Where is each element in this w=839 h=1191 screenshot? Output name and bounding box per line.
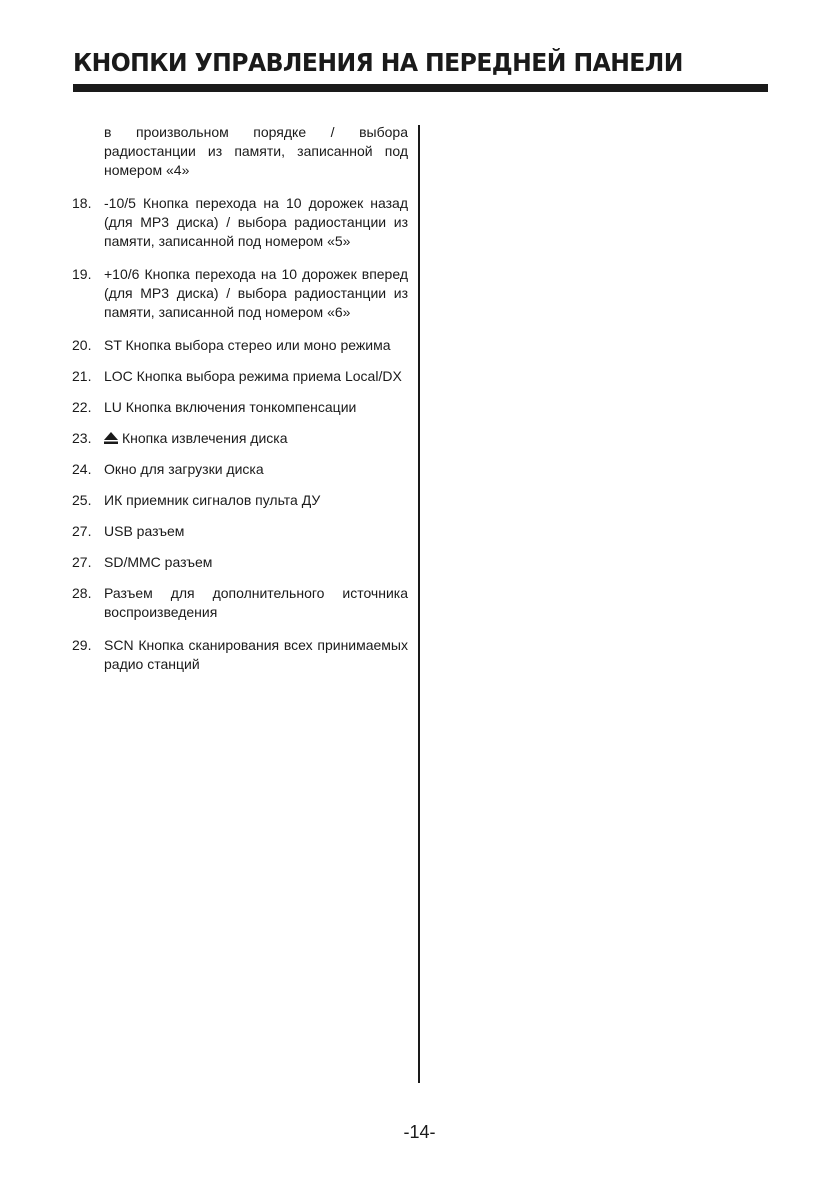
item-number: 27.	[72, 554, 92, 570]
item-text: SD/MMC разъем	[104, 554, 213, 570]
item-text: Кнопка извлечения диска	[122, 430, 288, 446]
item-text: ИК приемник сигналов пульта ДУ	[104, 492, 321, 508]
list-item	[72, 194, 408, 251]
item-number: 21.	[72, 368, 92, 384]
item-number: 28.	[72, 585, 92, 601]
item-number: 20.	[72, 337, 92, 353]
item-number: 22.	[72, 399, 92, 415]
item-number: 24.	[72, 461, 92, 477]
list-item	[72, 123, 408, 180]
eject-icon	[104, 432, 118, 444]
list-item	[72, 491, 408, 510]
item-text: в произвольном порядке / выбора радиостанции из памяти, записанной под номером «4»	[104, 124, 408, 178]
list-item	[72, 367, 408, 386]
item-number	[72, 123, 104, 180]
list-item	[72, 553, 408, 572]
item-number: 25.	[72, 492, 92, 508]
item-text: USB разъем	[104, 523, 185, 539]
list-item	[72, 398, 408, 417]
item-text: SCN Кнопка сканирования всех принимаемых радио станций	[104, 637, 408, 672]
item-number: 29.	[72, 637, 92, 653]
list-item	[72, 265, 408, 322]
page-number: -14-	[403, 1122, 436, 1142]
item-number: 19.	[72, 266, 92, 282]
controls-list	[72, 123, 408, 688]
item-text: LU Кнопка включения тонкомпенсации	[104, 399, 357, 415]
page-title: КНОПКИ УПРАВЛЕНИЯ НА ПЕРЕДНЕЙ ПАНЕЛИ	[73, 48, 683, 77]
item-number: 27.	[72, 523, 92, 539]
title-rule	[73, 84, 768, 92]
column-divider	[418, 125, 420, 1083]
item-number: 18.	[72, 195, 92, 211]
list-item	[72, 336, 408, 355]
list-item	[72, 522, 408, 541]
item-text: Разъем для дополнительного источника воспроизведения	[104, 585, 408, 620]
item-text: Окно для загрузки диска	[104, 461, 264, 477]
item-number: 23.	[72, 430, 92, 446]
item-text: -10/5 Кнопка перехода на 10 дорожек назад (для MP3 диска) / выбора радиостанции из памяти, записанной под номером «5»	[104, 195, 408, 249]
list-item	[72, 636, 408, 674]
list-item	[72, 429, 408, 448]
list-item	[72, 584, 408, 622]
list-item	[72, 460, 408, 479]
item-text: ST Кнопка выбора стерео или моно режима	[104, 337, 391, 353]
item-text: LOC Кнопка выбора режима приема Local/DX	[104, 368, 402, 384]
item-text: +10/6 Кнопка перехода на 10 дорожек вперед (для MP3 диска) / выбора радиостанции из памяти, записанной под номером «6»	[104, 266, 408, 320]
